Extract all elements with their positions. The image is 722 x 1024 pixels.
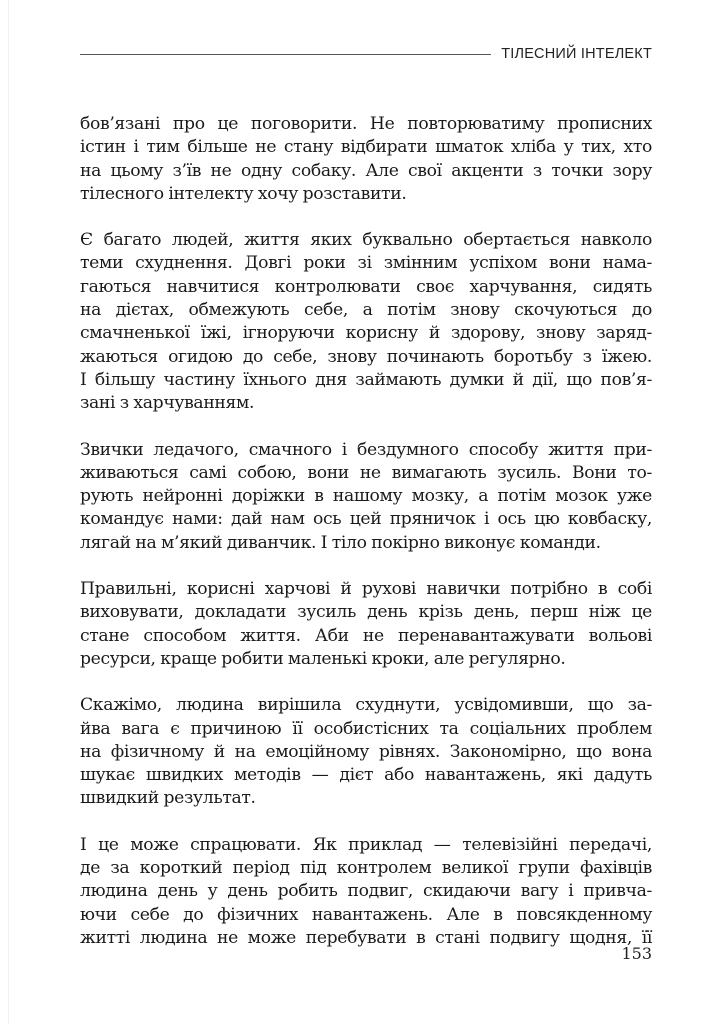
text-line: гаються навчитися контролювати своє харчування, сидять [80, 276, 652, 297]
text-line: ресурси, краще робити маленькі кроки, але регулярно. [80, 648, 566, 669]
text-line: бов’язані про це поговорити. Не повторюватиму прописних [80, 114, 652, 134]
text-line: лягай на м’який диванчик. І тіло покірно виконує команди. [80, 532, 601, 553]
text-line: зані з харчуванням. [80, 393, 255, 414]
text-line: людина день у день робить подвиг, скидаючи вагу і привча- [80, 881, 652, 902]
text-line: Правильні, корисні харчові й рухові навички потрібно в собі [80, 579, 652, 600]
page-number: 153 [621, 944, 652, 963]
text-line: смачненької їжі, ігноруючи корисну й здорову, знову заряд- [80, 323, 652, 344]
text-line: командує нами: дай нам ось цей пряничок і ось цю ковбаску, [80, 509, 652, 530]
body-text [80, 113, 652, 973]
text-line: виховувати, докладати зусиль день крізь день, перш ніж це [80, 602, 652, 623]
text-line: рують нейронні доріжки в нашому мозку, а потім мозок уже [80, 486, 652, 507]
paragraph-4 [80, 578, 652, 671]
text-line: істин і тим більше не стану відбирати шматок хліба у тих, хто [80, 137, 652, 158]
text-line: Звички ледачого, смачного і бездумного способу життя при- [80, 439, 652, 460]
paragraph-5 [80, 694, 652, 810]
text-line: на дієтах, обмежують себе, а потім знову скочуються до [80, 300, 652, 321]
paragraph-6 [80, 834, 652, 950]
text-line: шукає швидких методів — дієт або навантажень, які дадуть [80, 765, 652, 786]
running-title: ТІЛЕСНИЙ ІНТЕЛЕКТ [501, 46, 652, 62]
text-line: Є багато людей, життя яких буквально обертається навколо [80, 230, 652, 251]
text-line: живаються самі собою, вони не вимагають зусиль. Вони то- [80, 462, 652, 483]
text-line: тілесного інтелекту хочу розставити. [80, 183, 407, 204]
text-line: Скажімо, людина вирішила схуднути, усвідомивши, що за- [80, 695, 652, 716]
paragraph-2 [80, 229, 652, 415]
text-line: на фізичному й на емоційному рівнях. Закономірно, що вона [80, 741, 652, 762]
text-line: де за короткий період під контролем великої групи фахівців [80, 858, 652, 879]
running-header [80, 42, 652, 66]
text-line: теми схуднення. Довгі роки зі змінним успіхом вони нама- [80, 253, 652, 274]
text-line: І це може спрацювати. Як приклад — телевізійні передачі, [80, 834, 652, 855]
text-line: швидкий результат. [80, 788, 256, 809]
text-line: стане способом життя. Аби не перенавантажувати вольові [80, 625, 652, 646]
text-line: ючи себе до фізичних навантажень. Але в повсякденному [80, 904, 652, 925]
paragraph-1 [80, 113, 652, 206]
header-rule [80, 54, 491, 55]
text-line: житті людина не може перебувати в стані подвигу щодня, її [80, 927, 652, 948]
paragraph-3 [80, 439, 652, 555]
text-line: жаються огидою до себе, знову починають боротьбу з їжею. [80, 346, 652, 367]
text-line: йва вага є причиною її особистісних та соціальних проблем [80, 718, 652, 739]
text-line: І більшу частину їхнього дня займають думки й дії, що пов’я- [80, 369, 652, 390]
text-line: на цьому з’їв не одну собаку. Але свої акценти з точки зору [80, 160, 652, 181]
page-edge [8, 0, 9, 1024]
